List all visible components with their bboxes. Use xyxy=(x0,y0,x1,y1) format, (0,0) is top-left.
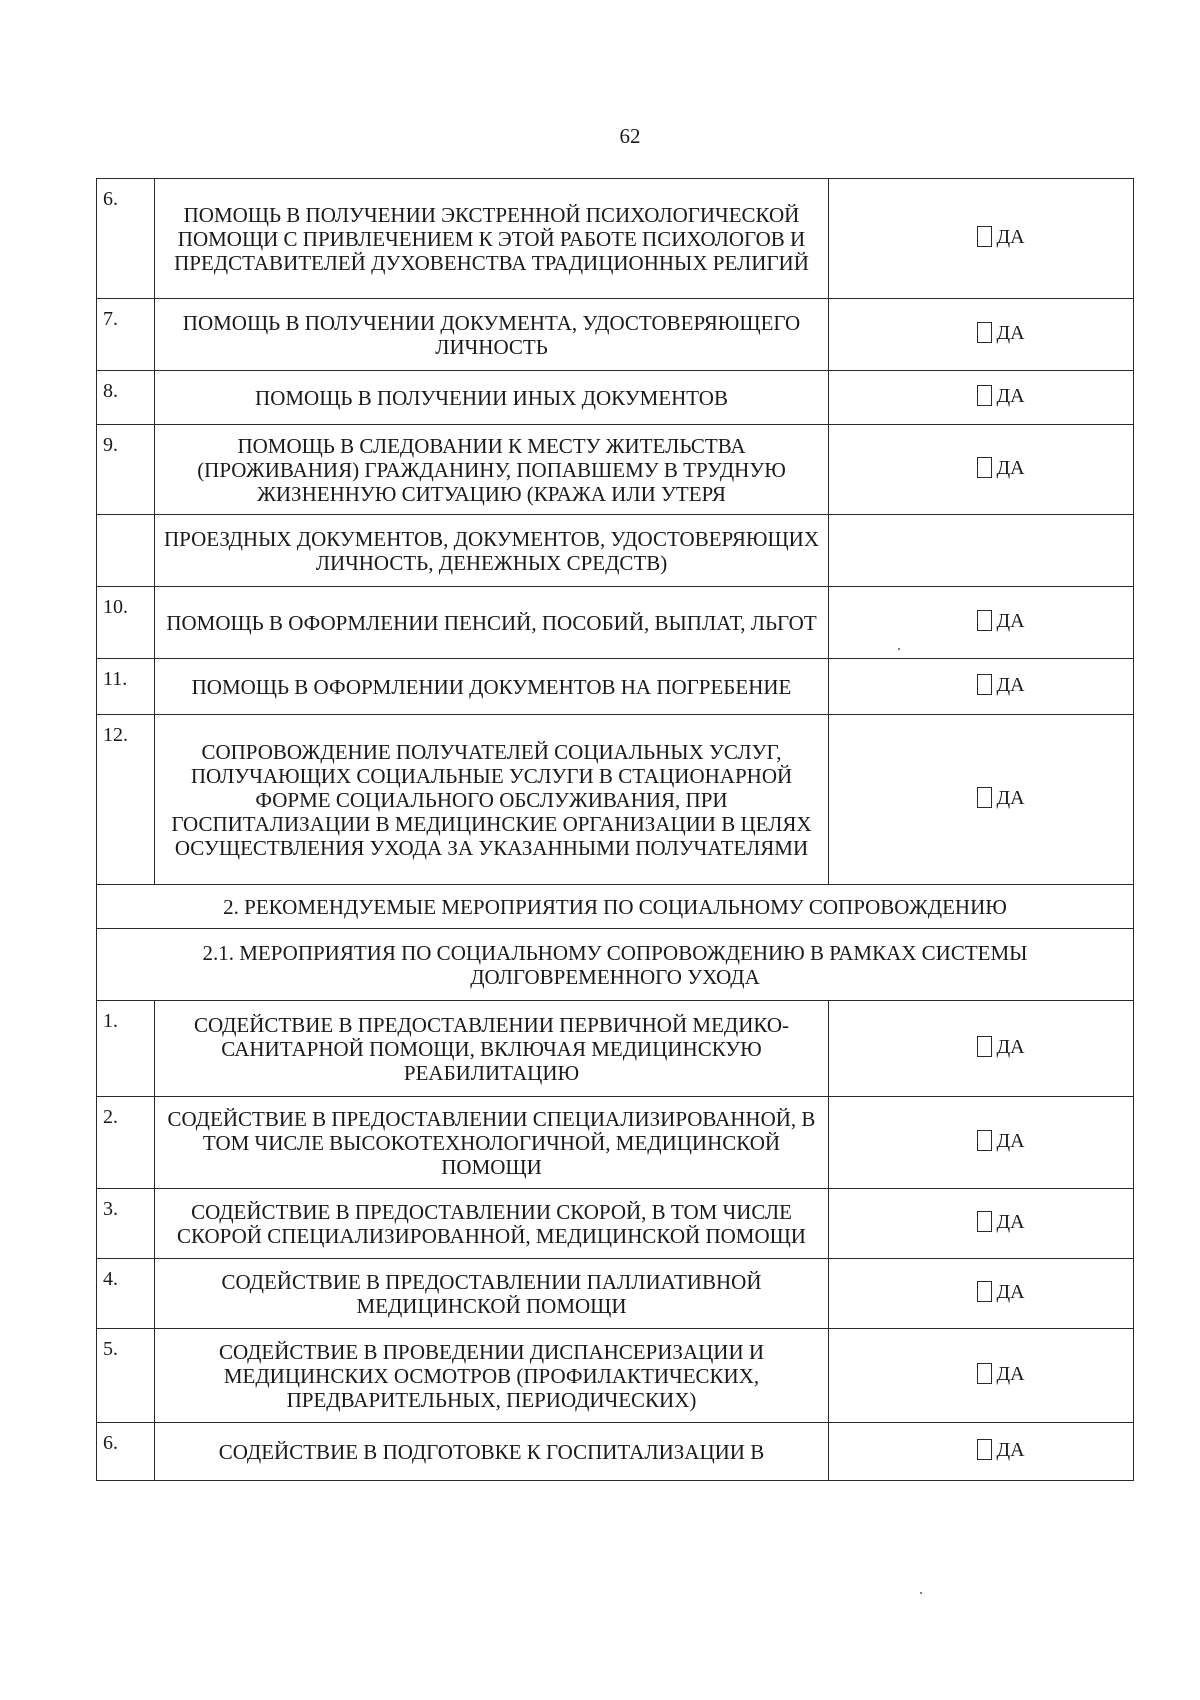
yes-label: ДА xyxy=(996,1438,1025,1461)
row-number: 4. xyxy=(97,1259,155,1329)
yes-label: ДА xyxy=(996,321,1025,344)
yes-checkbox[interactable] xyxy=(977,385,992,406)
row-number: 8. xyxy=(97,371,155,425)
yes-checkbox-cell xyxy=(829,425,1134,515)
yes-checkbox[interactable] xyxy=(977,457,992,478)
table-row xyxy=(97,425,1134,515)
yes-checkbox[interactable] xyxy=(977,787,992,808)
yes-checkbox[interactable] xyxy=(977,322,992,343)
row-number: 9. xyxy=(97,425,155,515)
row-text: ПОМОЩЬ В ПОЛУЧЕНИИ ЭКСТРЕННОЙ ПСИХОЛОГИЧЕСКОЙ ПОМОЩИ С ПРИВЛЕЧЕНИЕМ К ЭТОЙ РАБОТЕ ПСИХОЛОГОВ И ПРЕДСТАВИТЕЛЕЙ ДУХОВЕНСТВА ТРАДИЦИОННЫХ РЕЛИГИЙ xyxy=(155,179,829,299)
yes-checkbox-cell xyxy=(829,587,1134,659)
row-text: ПОМОЩЬ В ОФОРМЛЕНИИ ДОКУМЕНТОВ НА ПОГРЕБЕНИЕ xyxy=(155,659,829,715)
section-header-row xyxy=(97,929,1134,1001)
row-number: 3. xyxy=(97,1189,155,1259)
yes-label: ДА xyxy=(996,384,1025,407)
yes-checkbox[interactable] xyxy=(977,1281,992,1302)
table-row xyxy=(97,659,1134,715)
yes-label: ДА xyxy=(996,786,1025,809)
yes-checkbox[interactable] xyxy=(977,1363,992,1384)
row-number: 1. xyxy=(97,1001,155,1097)
table-row xyxy=(97,371,1134,425)
row-text: СОДЕЙСТВИЕ В ПРЕДОСТАВЛЕНИИ СКОРОЙ, В ТОМ ЧИСЛЕ СКОРОЙ СПЕЦИАЛИЗИРОВАННОЙ, МЕДИЦИНСКОЙ ПОМОЩИ xyxy=(155,1189,829,1259)
yes-checkbox-cell xyxy=(829,1423,1134,1481)
table-row xyxy=(97,1001,1134,1097)
yes-checkbox-cell xyxy=(829,659,1134,715)
scan-speck xyxy=(920,1592,922,1594)
yes-checkbox-cell xyxy=(829,179,1134,299)
row-number: 6. xyxy=(97,1423,155,1481)
yes-label: ДА xyxy=(996,1280,1025,1303)
page-number: 62 xyxy=(619,124,641,148)
section-2-1-heading: 2.1. МЕРОПРИЯТИЯ ПО СОЦИАЛЬНОМУ СОПРОВОЖДЕНИЮ В РАМКАХ СИСТЕМЫ ДОЛГОВРЕМЕННОГО УХОДА xyxy=(97,929,1134,1001)
yes-checkbox-cell xyxy=(829,299,1134,371)
table-row xyxy=(97,1329,1134,1423)
yes-label: ДА xyxy=(996,1035,1025,1058)
table-row xyxy=(97,1423,1134,1481)
services-checklist-table xyxy=(96,178,1134,1481)
scan-speck xyxy=(898,648,900,650)
yes-label: ДА xyxy=(996,673,1025,696)
yes-checkbox-cell xyxy=(829,1097,1134,1189)
yes-checkbox[interactable] xyxy=(977,1211,992,1232)
table-row xyxy=(97,515,1134,587)
row-text: ПОМОЩЬ В ПОЛУЧЕНИИ ДОКУМЕНТА, УДОСТОВЕРЯЮЩЕГО ЛИЧНОСТЬ xyxy=(155,299,829,371)
row-text: СОДЕЙСТВИЕ В ПРЕДОСТАВЛЕНИИ ПАЛЛИАТИВНОЙ МЕДИЦИНСКОЙ ПОМОЩИ xyxy=(155,1259,829,1329)
row-text: СОДЕЙСТВИЕ В ПРЕДОСТАВЛЕНИИ ПЕРВИЧНОЙ МЕДИКО-САНИТАРНОЙ ПОМОЩИ, ВКЛЮЧАЯ МЕДИЦИНСКУЮ РЕАБИЛИТАЦИЮ xyxy=(155,1001,829,1097)
yes-checkbox-cell xyxy=(829,715,1134,885)
row-text: ПРОЕЗДНЫХ ДОКУМЕНТОВ, ДОКУМЕНТОВ, УДОСТОВЕРЯЮЩИХ ЛИЧНОСТЬ, ДЕНЕЖНЫХ СРЕДСТВ) xyxy=(155,515,829,587)
yes-label: ДА xyxy=(996,609,1025,632)
table-row xyxy=(97,1097,1134,1189)
yes-checkbox[interactable] xyxy=(977,1439,992,1460)
yes-checkbox[interactable] xyxy=(977,226,992,247)
row-text: ПОМОЩЬ В СЛЕДОВАНИИ К МЕСТУ ЖИТЕЛЬСТВА (ПРОЖИВАНИЯ) ГРАЖДАНИНУ, ПОПАВШЕМУ В ТРУДНУЮ ЖИЗНЕННУЮ СИТУАЦИЮ (КРАЖА ИЛИ УТЕРЯ xyxy=(155,425,829,515)
yes-checkbox[interactable] xyxy=(977,1036,992,1057)
yes-label: ДА xyxy=(996,225,1025,248)
row-number: 12. xyxy=(97,715,155,885)
yes-label: ДА xyxy=(996,1129,1025,1152)
yes-checkbox-cell xyxy=(829,371,1134,425)
section-2-heading: 2. РЕКОМЕНДУЕМЫЕ МЕРОПРИЯТИЯ ПО СОЦИАЛЬНОМУ СОПРОВОЖДЕНИЮ xyxy=(97,885,1134,929)
section-header-row xyxy=(97,885,1134,929)
yes-checkbox[interactable] xyxy=(977,610,992,631)
yes-checkbox-cell xyxy=(829,1001,1134,1097)
yes-checkbox-cell xyxy=(829,1259,1134,1329)
row-text: СОДЕЙСТВИЕ В ПРОВЕДЕНИИ ДИСПАНСЕРИЗАЦИИ И МЕДИЦИНСКИХ ОСМОТРОВ (ПРОФИЛАКТИЧЕСКИХ, ПРЕДВАРИТЕЛЬНЫХ, ПЕРИОДИЧЕСКИХ) xyxy=(155,1329,829,1423)
yes-label: ДА xyxy=(996,456,1025,479)
table-row xyxy=(97,1189,1134,1259)
row-number: 6. xyxy=(97,179,155,299)
yes-checkbox-cell xyxy=(829,1329,1134,1423)
row-text: СОДЕЙСТВИЕ В ПОДГОТОВКЕ К ГОСПИТАЛИЗАЦИИ В xyxy=(155,1423,829,1481)
row-number: 11. xyxy=(97,659,155,715)
row-number: 5. xyxy=(97,1329,155,1423)
table-row xyxy=(97,299,1134,371)
table-row xyxy=(97,179,1134,299)
yes-label: ДА xyxy=(996,1362,1025,1385)
yes-checkbox[interactable] xyxy=(977,674,992,695)
table-row xyxy=(97,715,1134,885)
row-text: ПОМОЩЬ В ПОЛУЧЕНИИ ИНЫХ ДОКУМЕНТОВ xyxy=(155,371,829,425)
table-row xyxy=(97,587,1134,659)
row-text: ПОМОЩЬ В ОФОРМЛЕНИИ ПЕНСИЙ, ПОСОБИЙ, ВЫПЛАТ, ЛЬГОТ xyxy=(155,587,829,659)
table-row xyxy=(97,1259,1134,1329)
row-number: 2. xyxy=(97,1097,155,1189)
row-text: СОПРОВОЖДЕНИЕ ПОЛУЧАТЕЛЕЙ СОЦИАЛЬНЫХ УСЛУГ, ПОЛУЧАЮЩИХ СОЦИАЛЬНЫЕ УСЛУГИ В СТАЦИОНАРНОЙ ФОРМЕ СОЦИАЛЬНОГО ОБСЛУЖИВАНИЯ, ПРИ ГОСПИТАЛИЗАЦИИ В МЕДИЦИНСКИЕ ОРГАНИЗАЦИИ В ЦЕЛЯХ ОСУЩЕСТВЛЕНИЯ УХОДА ЗА УКАЗАННЫМИ ПОЛУЧАТЕЛЯМИ xyxy=(155,715,829,885)
row-number: 7. xyxy=(97,299,155,371)
empty-check-cell xyxy=(829,515,1134,587)
yes-label: ДА xyxy=(996,1210,1025,1233)
row-number: 10. xyxy=(97,587,155,659)
row-number xyxy=(97,515,155,587)
row-text: СОДЕЙСТВИЕ В ПРЕДОСТАВЛЕНИИ СПЕЦИАЛИЗИРОВАННОЙ, В ТОМ ЧИСЛЕ ВЫСОКОТЕХНОЛОГИЧНОЙ, МЕДИЦИНСКОЙ ПОМОЩИ xyxy=(155,1097,829,1189)
yes-checkbox[interactable] xyxy=(977,1130,992,1151)
yes-checkbox-cell xyxy=(829,1189,1134,1259)
